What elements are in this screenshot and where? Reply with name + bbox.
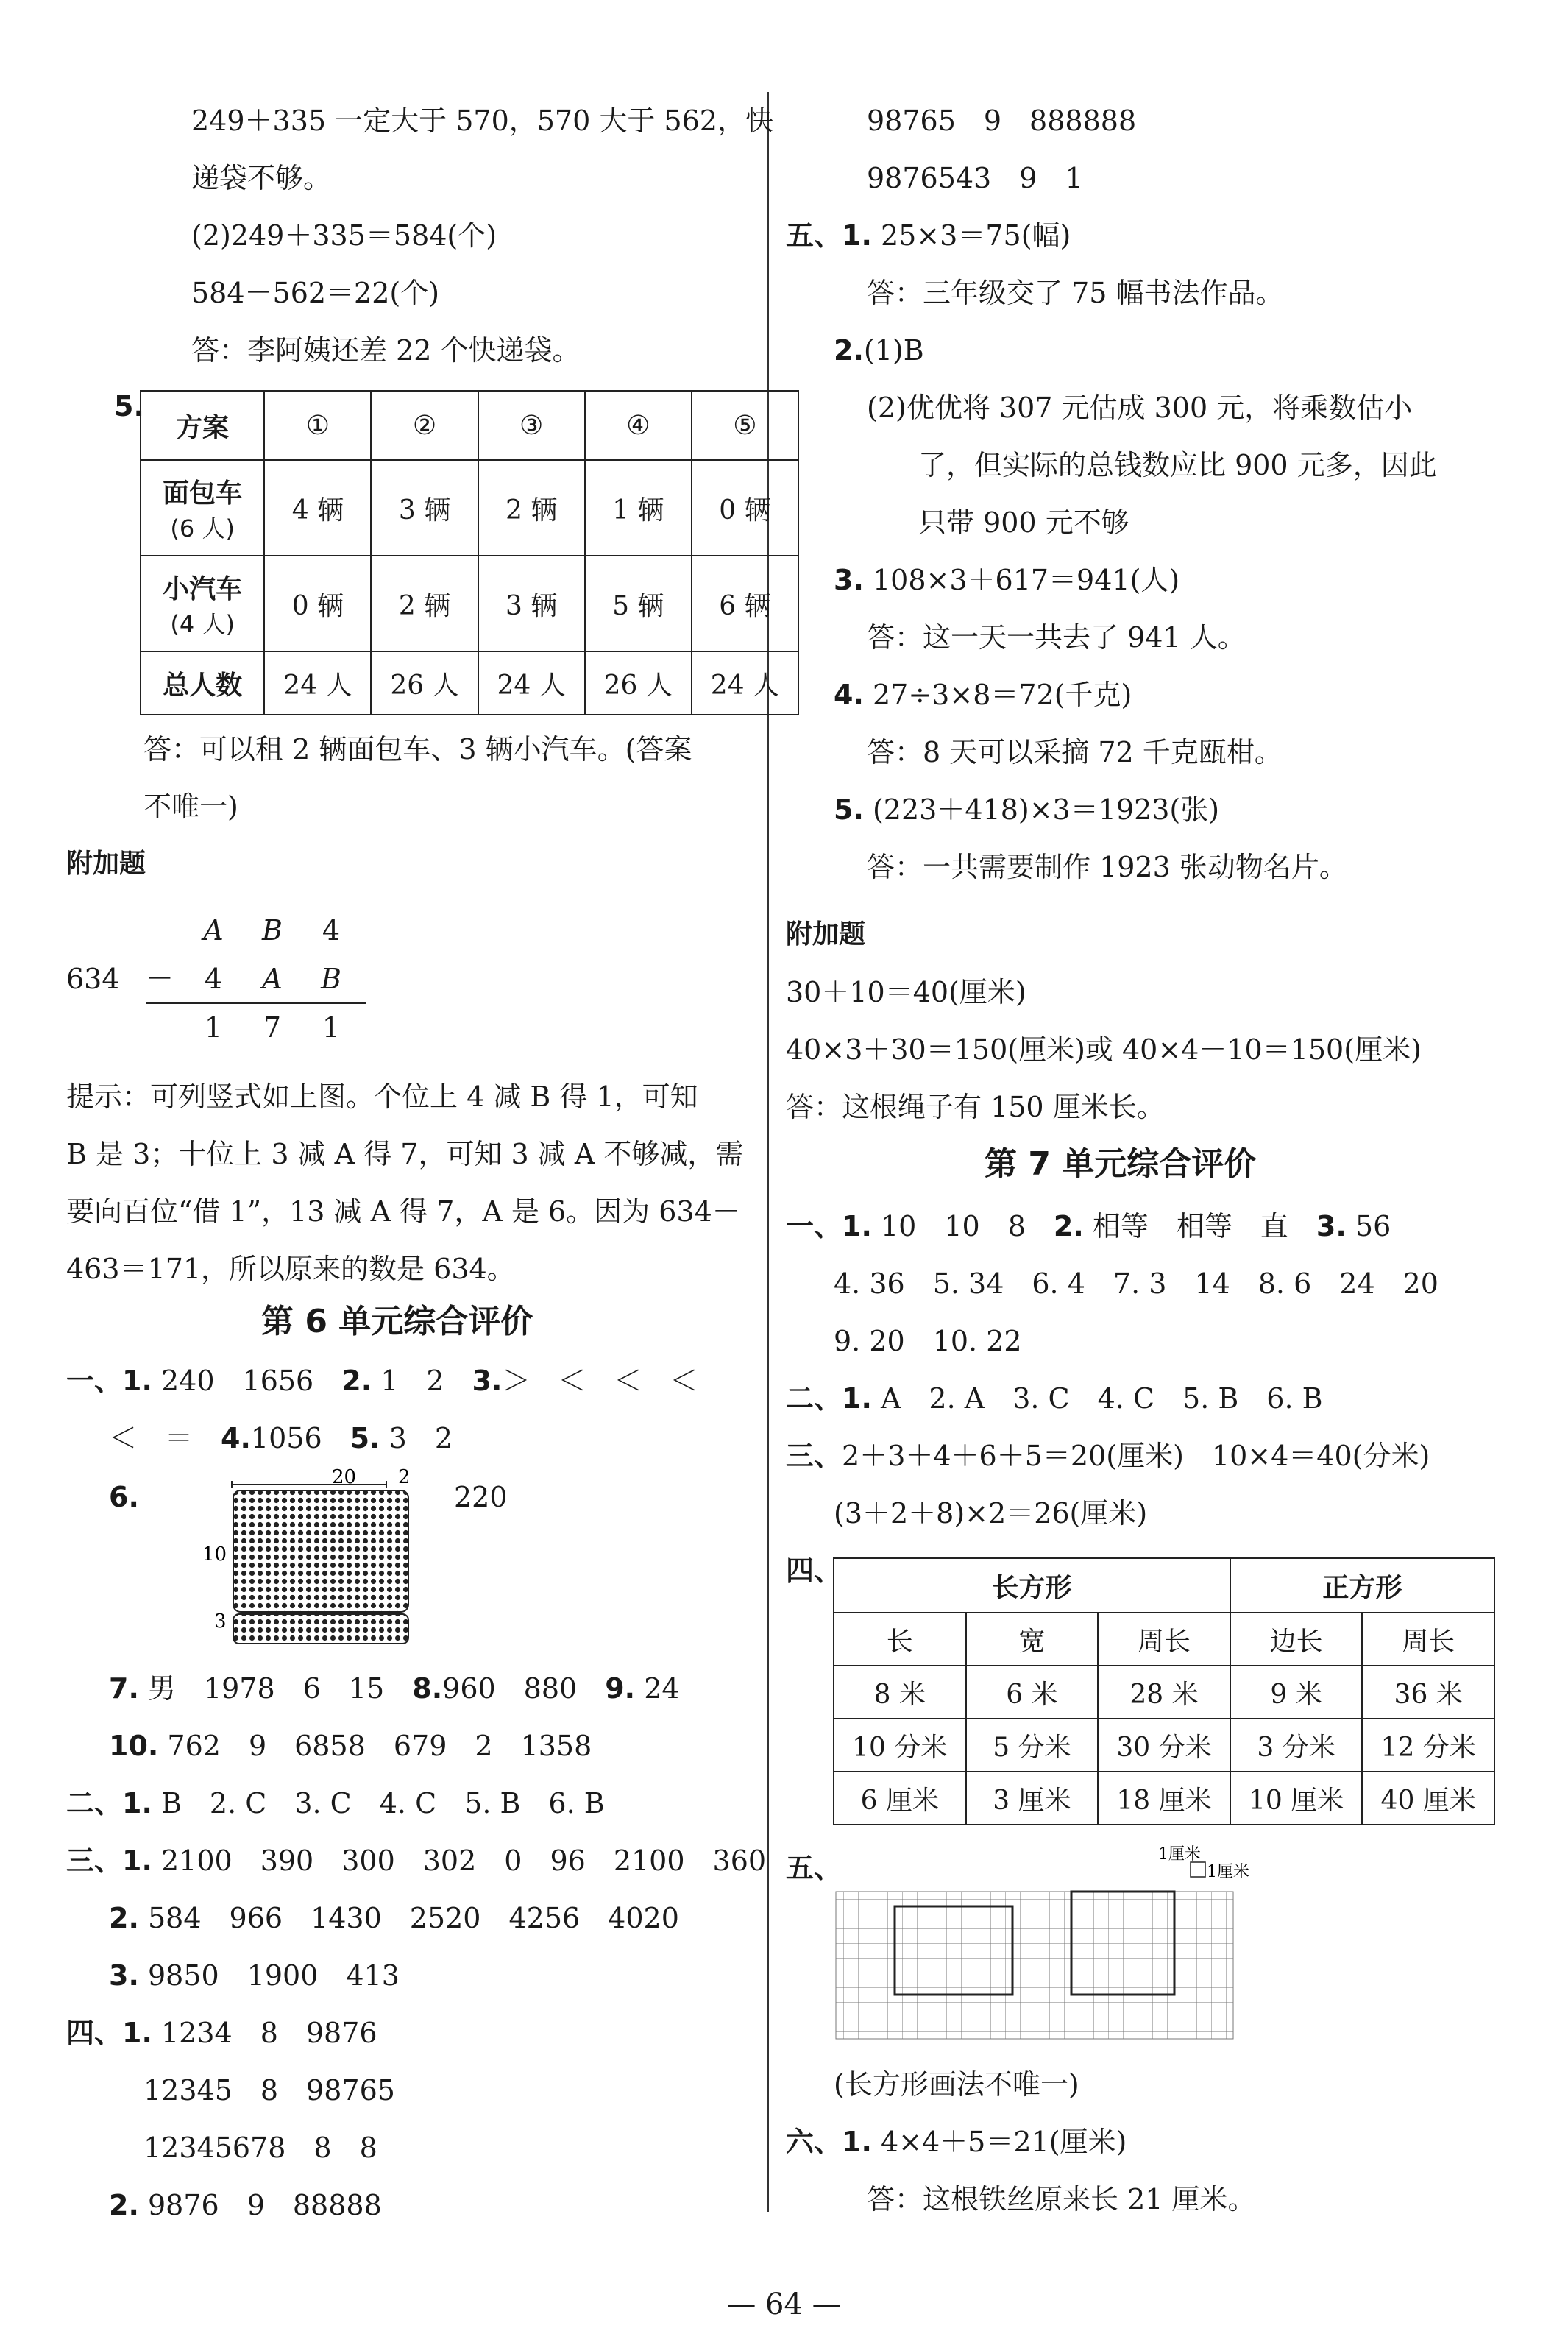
digit: 7 [263, 1011, 282, 1044]
table-cell: 1 辆 [585, 460, 692, 556]
answer-line [109, 1958, 400, 1993]
answer-line [66, 1843, 766, 1878]
plan-table [140, 390, 799, 715]
item-label: 4. [221, 1422, 251, 1454]
dot-array-extra [233, 1614, 408, 1644]
answer-line [786, 1381, 1323, 1416]
table-header: 方案 [141, 391, 264, 460]
dim-label: 10 [202, 1543, 227, 1566]
row-label [141, 460, 264, 556]
grid-drawing [829, 1840, 1249, 2054]
digit: 1 [322, 1011, 341, 1044]
answer-line: 只带 900 元不够 [918, 506, 1129, 539]
original-number: 634 [66, 963, 120, 995]
item-label: 9. [605, 1672, 636, 1705]
item-value: A 2. A 3. C 4. C 5. B 6. B [880, 1382, 1323, 1415]
table-cell: 2 辆 [478, 460, 585, 556]
answer-line: 答：这一天一共去了 941 人。 [867, 621, 1246, 654]
item-value: B 2. C 3. C 4. C 5. B 6. B [160, 1787, 605, 1819]
answer-line [109, 1671, 680, 1706]
vert-row-result [184, 1010, 361, 1045]
item-value: ＜ ＝ [109, 1422, 194, 1454]
answer-line [109, 1728, 592, 1764]
item-label: 6. [109, 1481, 139, 1513]
note-line: (长方形画法不唯一) [834, 2068, 1079, 2101]
answer-line [834, 562, 1179, 598]
item-value: 1234 8 9876 [160, 2017, 377, 2049]
table-cell: 3 厘米 [966, 1772, 1099, 1825]
answer-line: (2)优优将 307 元估成 300 元，将乘数估小 [867, 392, 1413, 424]
table-group-header: 长方形 [834, 1558, 1230, 1613]
table-cell: 26 人 [585, 651, 692, 715]
answer-line: 答：李阿姨还差 22 个快递袋。 [191, 334, 581, 367]
answer-line: 不唯一) [143, 790, 238, 823]
answer-line: (3＋2＋8)×2＝26(厘米) [834, 1497, 1148, 1529]
table-cell: 28 米 [1098, 1666, 1230, 1719]
table-header: ④ [585, 391, 692, 460]
item-value: 762 9 6858 679 2 1358 [167, 1730, 592, 1762]
answer-line [834, 792, 1219, 827]
answer-line: 98765 9 888888 [867, 105, 1137, 137]
vert-rule [146, 1002, 366, 1004]
section-label: 附加题 [66, 849, 146, 879]
table-header: 长 [834, 1613, 966, 1666]
answer-line [109, 1900, 679, 1936]
table-cell: 6 厘米 [834, 1772, 966, 1825]
section-title: 第 6 单元综合评价 [261, 1303, 533, 1340]
table-header: 边长 [1230, 1613, 1363, 1666]
minus-sign: － [146, 963, 174, 995]
hint-line: 要向百位“借 1”，13 减 A 得 7，A 是 6。因为 634－ [66, 1195, 740, 1228]
table-cell: 30 分米 [1098, 1719, 1230, 1772]
item-value: (223＋418)×3＝1923(张) [872, 793, 1220, 826]
item-value: 27÷3×8＝72(千克) [872, 679, 1132, 711]
item-label: 三、1. [66, 1844, 152, 1877]
item-value: 男 1978 6 15 [147, 1672, 385, 1705]
table-cell: 0 辆 [692, 460, 798, 556]
item-value: 4×4＋5＝21(厘米) [880, 2126, 1127, 2158]
answer-line: 12345678 8 8 [143, 2132, 377, 2164]
answer-line [834, 677, 1132, 712]
item-label: 3. [834, 564, 864, 596]
item-label: 2. [109, 2189, 139, 2221]
digit: A [262, 963, 283, 995]
row-label: 总人数 [141, 651, 264, 715]
answer-line [66, 2015, 377, 2051]
table-cell: 6 辆 [692, 556, 798, 651]
table-cell: 24 人 [692, 651, 798, 715]
answer-line: 9876543 9 1 [867, 162, 1083, 194]
item-label: 三、 [786, 1440, 842, 1472]
dot-array-main [233, 1490, 408, 1612]
row-label [141, 556, 264, 651]
item-value: 960 880 [442, 1672, 578, 1705]
answer-line [834, 333, 924, 368]
item-label: 四、1. [66, 2017, 152, 2049]
item-label: 一、1. [66, 1365, 152, 1397]
digit: 4 [204, 963, 223, 995]
row-label-sub: (4 人) [170, 609, 235, 638]
item-label: 五、1. [786, 219, 872, 252]
item-label: 3. [472, 1365, 503, 1397]
digit: 1 [204, 1011, 223, 1044]
table-cell: 5 辆 [585, 556, 692, 651]
vert-row-top [184, 913, 361, 948]
answer-line: 4. 36 5. 34 6. 4 7. 3 14 8. 6 24 20 [834, 1267, 1438, 1300]
item-label: 2. [109, 1902, 139, 1934]
item-value: 1056 [250, 1422, 322, 1454]
answer-line: 答：三年级交了 75 幅书法作品。 [867, 277, 1284, 309]
answer-line [786, 1209, 1391, 1244]
table-header: ② [371, 391, 478, 460]
digit: B [262, 914, 283, 947]
table-cell: 4 辆 [264, 460, 371, 556]
table-header: ③ [478, 391, 585, 460]
rect-square-table [833, 1557, 1495, 1825]
page-number: — 64 — [726, 2288, 842, 2321]
dim-label: 2 [398, 1466, 411, 1488]
item-value: 108×3＋617＝941(人) [872, 564, 1180, 596]
item-label: 2. [341, 1365, 372, 1397]
item-value: (1)B [863, 334, 924, 367]
text-line: 584－562＝22(个) [191, 277, 440, 309]
answer-line [786, 218, 1071, 253]
text-line: 249＋335 一定大于 570，570 大于 562，快 [191, 105, 773, 137]
row-label-sub: (6 人) [170, 514, 235, 542]
unit-square [1191, 1862, 1205, 1877]
answer-line [786, 1438, 1430, 1474]
table-cell: 10 分米 [834, 1719, 966, 1772]
answer-line: 了，但实际的总钱数应比 900 元多，因此 [918, 449, 1437, 481]
table-cell: 10 厘米 [1230, 1772, 1363, 1825]
item-value: ＞ ＜ ＜ ＜ [502, 1365, 698, 1397]
answer-line: 12345 8 98765 [143, 2074, 395, 2107]
table-header: ⑤ [692, 391, 798, 460]
vert-row-mid [184, 961, 361, 997]
digit: A [203, 914, 224, 947]
item-value: 56 [1355, 1210, 1391, 1242]
item-label: 二、1. [786, 1382, 872, 1415]
section-label: 附加题 [786, 919, 866, 949]
item-value: 相等 相等 直 [1092, 1210, 1288, 1242]
item-value: 220 [454, 1481, 508, 1513]
table-cell: 3 辆 [478, 556, 585, 651]
dot-array-diagram [151, 1466, 416, 1656]
question-number: 5. [114, 390, 144, 422]
item-label: 3. [109, 1959, 139, 1992]
answer-line: 9. 20 10. 22 [834, 1325, 1022, 1357]
hint-line: B 是 3；十位上 3 减 A 得 7，可知 3 减 A 不够减，需 [66, 1138, 744, 1170]
item-value: 2＋3＋4＋6＋5＝20(厘米) 10×4＝40(分米) [842, 1440, 1430, 1472]
item-label: 六、1. [786, 2126, 872, 2158]
table-cell: 0 辆 [264, 556, 371, 651]
answer-line: 答：这根绳子有 150 厘米长。 [786, 1091, 1165, 1123]
item-label: 7. [109, 1672, 139, 1705]
table-group-header: 正方形 [1230, 1558, 1494, 1613]
table-cell: 3 分米 [1230, 1719, 1363, 1772]
table-cell: 18 厘米 [1098, 1772, 1230, 1825]
item-value: 9876 9 88888 [147, 2189, 382, 2221]
item-label: 五、 [786, 1852, 842, 1884]
table-cell: 36 米 [1362, 1666, 1494, 1719]
item-value: 10 10 8 [880, 1210, 1026, 1242]
dim-label: 3 [214, 1610, 227, 1633]
dim-label: 20 [332, 1466, 357, 1488]
table-cell: 5 分米 [966, 1719, 1099, 1772]
digit: 4 [322, 914, 341, 947]
row-label-text: 面包车 [163, 478, 243, 509]
hint-line: 提示：可列竖式如上图。个位上 4 减 B 得 1，可知 [66, 1080, 698, 1113]
table-header: 宽 [966, 1613, 1099, 1666]
item-label: 4. [834, 679, 864, 711]
item-label: 四、 [786, 1555, 842, 1587]
answer-line: 答：8 天可以采摘 72 千克瓯柑。 [867, 736, 1283, 768]
answer-line: 答：可以租 2 辆面包车、3 辆小汽车。(答案 [143, 733, 692, 765]
unit-label: 1厘米 [1158, 1845, 1201, 1864]
item-value: 9850 1900 413 [147, 1959, 400, 1992]
row-label-text: 小汽车 [163, 573, 243, 604]
item-label: 5. [350, 1422, 380, 1454]
table-cell: 12 分米 [1362, 1719, 1494, 1772]
text-line: (2)249＋335＝584(个) [191, 219, 497, 252]
item-value: 584 966 1430 2520 4256 4020 [147, 1902, 679, 1934]
item-value: 24 [644, 1672, 680, 1705]
table-cell: 24 人 [478, 651, 585, 715]
item-value: 25×3＝75(幅) [880, 219, 1071, 252]
table-cell: 9 米 [1230, 1666, 1363, 1719]
answer-line: 答：这根铁丝原来长 21 厘米。 [867, 2183, 1256, 2215]
table-cell: 6 米 [966, 1666, 1099, 1719]
answer-line [109, 2187, 382, 2223]
hint-line: 463＝171，所以原来的数是 634。 [66, 1253, 515, 1285]
item-label: 二、1. [66, 1787, 152, 1819]
item-label: 一、1. [786, 1210, 872, 1242]
answer-line: 答：一共需要制作 1923 张动物名片。 [867, 851, 1347, 883]
table-cell: 3 辆 [371, 460, 478, 556]
item-value: 1 2 [380, 1365, 444, 1397]
item-label: 5. [834, 793, 864, 826]
table-cell: 40 厘米 [1362, 1772, 1494, 1825]
table-cell: 8 米 [834, 1666, 966, 1719]
item-value: 2100 390 300 302 0 96 2100 360 [160, 1844, 767, 1877]
section-title: 第 7 单元综合评价 [985, 1145, 1257, 1183]
item-value: 3 2 [389, 1422, 453, 1454]
answer-line: 30＋10＝40(厘米) [786, 976, 1026, 1008]
answer-line: 40×3＋30＝150(厘米)或 40×4－10＝150(厘米) [786, 1033, 1422, 1066]
item-label: 2. [834, 334, 864, 367]
answer-line [66, 1363, 698, 1398]
item-label: 8. [412, 1672, 443, 1705]
item-label: 10. [109, 1730, 159, 1762]
table-cell: 26 人 [371, 651, 478, 715]
table-cell: 2 辆 [371, 556, 478, 651]
table-header: ① [264, 391, 371, 460]
text-line: 递袋不够。 [191, 162, 332, 194]
item-value: 240 1656 [160, 1365, 314, 1397]
answer-line [66, 1786, 605, 1821]
answer-line [109, 1421, 453, 1456]
table-header: 周长 [1362, 1613, 1494, 1666]
digit: B [321, 963, 341, 995]
item-label: 2. [1053, 1210, 1084, 1242]
table-cell: 24 人 [264, 651, 371, 715]
unit-label: 1厘米 [1207, 1863, 1249, 1881]
answer-line [786, 2124, 1127, 2160]
item-label: 3. [1316, 1210, 1347, 1242]
table-header: 周长 [1098, 1613, 1230, 1666]
